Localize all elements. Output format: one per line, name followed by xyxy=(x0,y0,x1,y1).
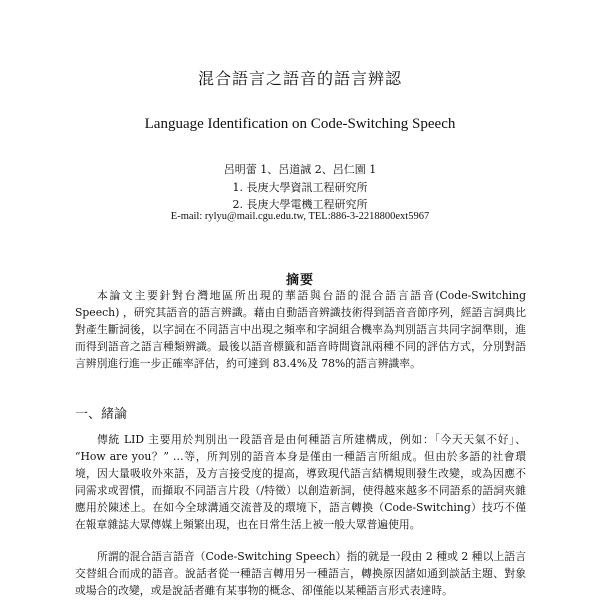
intro-paragraph-1: 傳統 LID 主要用於判別出一段語音是由何種語言所建構成，例如：「今天天氣不好」、 “How are you？” …等，所判別的語音本身是僅由一種語言所組成。但由於多語的社會環境，因大量吸收外來語，及方言接受度的提高，導致現代語言結構規則發生改變，或為因應不同需求或習慣，而擷取不同語言片段（/特徵）以創造新詞，使得越來越多不同語系的語詞夾雜應用於陳述上。在如今全球溝通交流普及的環境下，語言轉換（Code-Switching）技巧不僅在報章雜誌大眾傳媒上頻繁出現，也在日常生活上被一般大眾普遍使用。 xyxy=(75,433,526,531)
abstract-heading: 摘要 xyxy=(285,273,314,288)
abstract-text: 本論文主要針對台灣地區所出現的華語與台語的混合語言語音(Code-Switching Speech) ，研究其語音的語言辨識。藉由自動語音辨識技術得到語音音節序列，經語言詞典比對產生斷詞後，以字詞在不同語言中出現之頻率和字詞組合機率為判別語言共同字詞準則，進而得到語音之語言種類辨識。最後以語音標籤和語音時間資訊兩種不同的評估方式，分別對語言辨別進行進一步正確率評估，約可達到 83.4%及 78%的語言辨識率。 xyxy=(75,289,526,370)
affiliation-1: 1. 長庚大學資訊工程研究所 xyxy=(232,181,368,194)
title-chinese: 混合語言之語音的語言辨認 xyxy=(197,69,402,88)
section-heading-introduction: 一、緒論 xyxy=(75,407,128,422)
intro-paragraph-2: 所謂的混合語言語音（Code-Switching Speech）指的就是一段由 2 種或 2 種以上語言交替組合而成的語音。說話者從一種語言轉用另一種語言，轉換原因諸如通到談話主題、對象或場合的改變，或是說話者雖有某事物的概念、卻僅能以某種語言形式表達時。 xyxy=(75,550,526,597)
title-english: Language Identification on Code-Switching Speech xyxy=(144,116,456,132)
author-list: 呂明蕾 1、呂道誠 2、呂仁園 1 xyxy=(223,163,377,176)
affiliation-2: 2. 長庚大學電機工程研究所 xyxy=(232,198,368,211)
contact-info: E-mail: rylyu@mail.cgu.edu.tw, TEL:886-3-2218800ext5967 xyxy=(170,211,430,222)
